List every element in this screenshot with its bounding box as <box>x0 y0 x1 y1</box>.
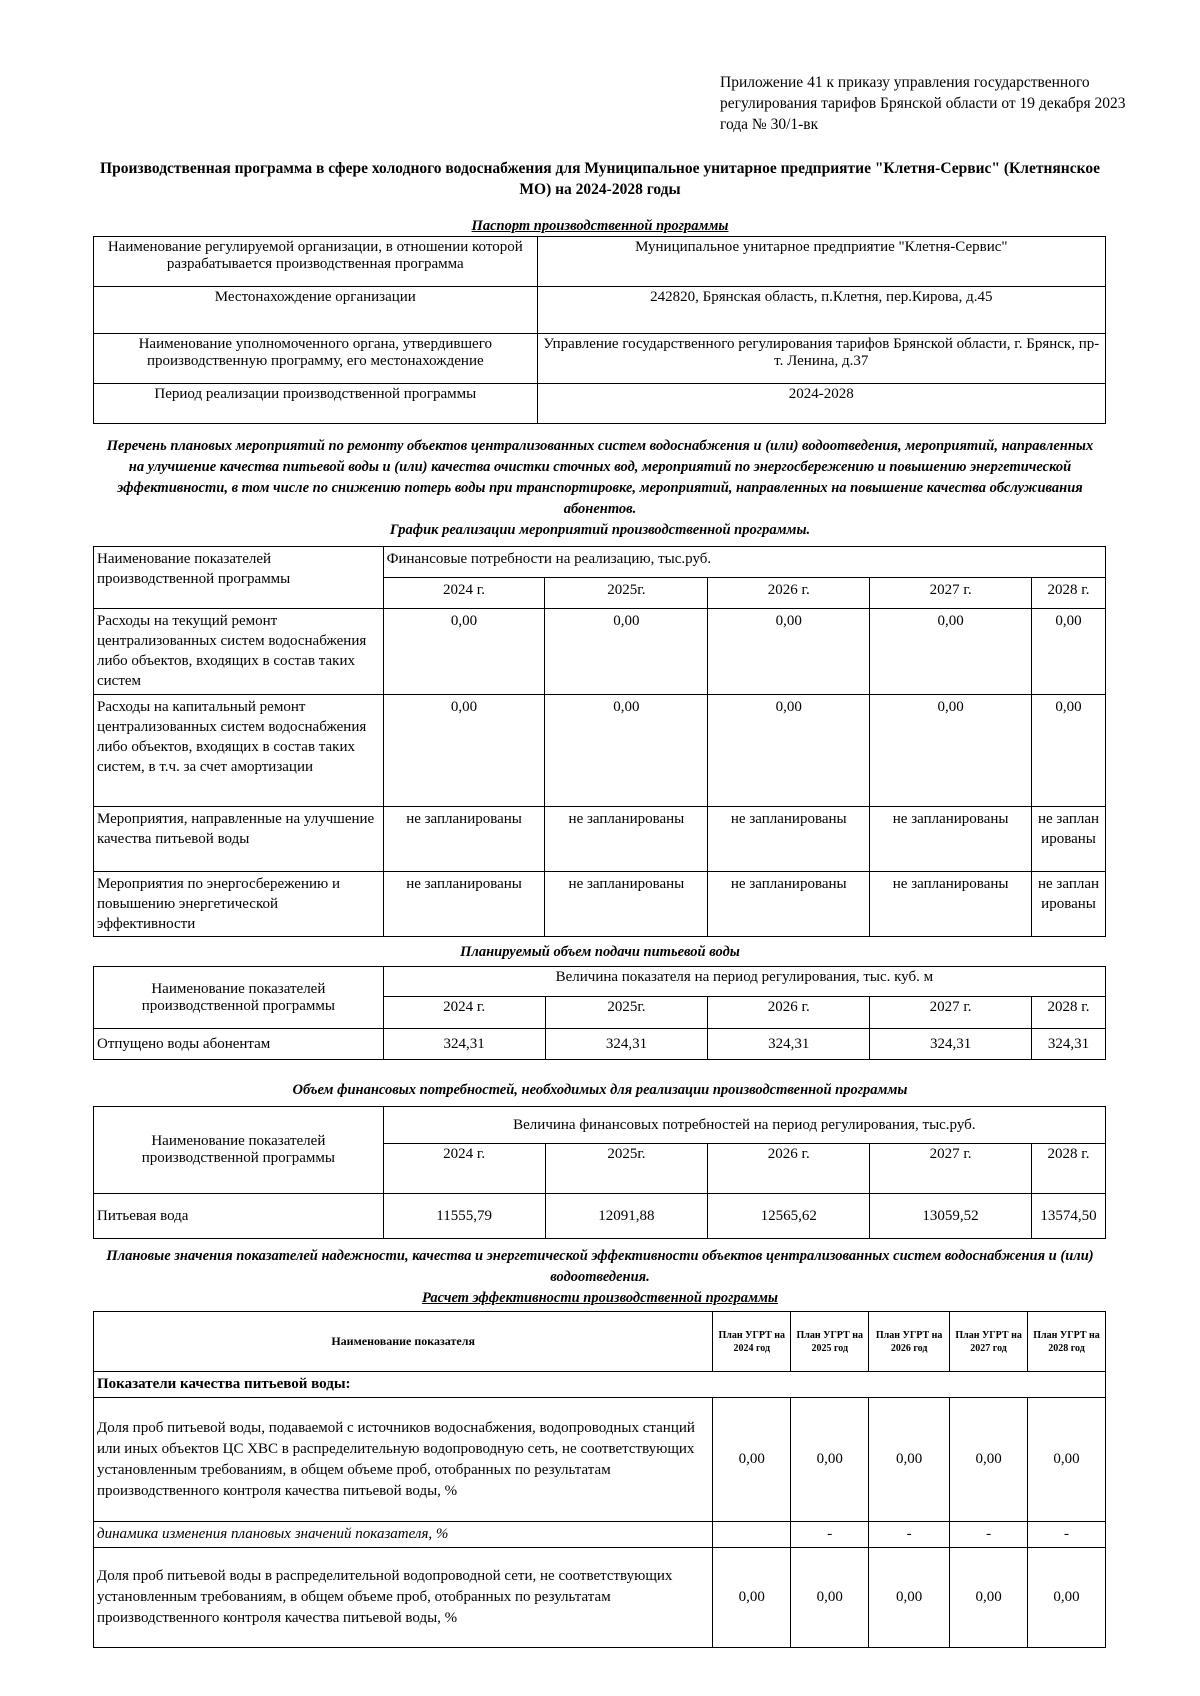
cell-value: 324,31 <box>545 1029 708 1060</box>
cell-value: 0,00 <box>1028 1398 1106 1522</box>
cell-value: 0,00 <box>869 1548 950 1648</box>
cell-value: 0,00 <box>950 1548 1028 1648</box>
table-row <box>94 1548 1106 1648</box>
row-name: Расходы на капитальный ремонт централизованных систем водоснабжения либо объектов, входящих в состав таких систем, в т.ч. за счет амортизации <box>94 695 384 807</box>
cell-value: 0,00 <box>791 1548 869 1648</box>
measures-table <box>93 546 1106 937</box>
cell-value: 0,00 <box>545 609 708 695</box>
cell-value: - <box>869 1522 950 1548</box>
plan-header: План УГРТ на 2026 год <box>869 1312 950 1372</box>
passport-value: Управление государственного регулирования тарифов Брянской области, г. Брянск, пр-т. Ленина, д.37 <box>537 334 1105 384</box>
cell-value: не запланированы <box>708 807 870 872</box>
passport-value: 242820, Брянская область, п.Клетня, пер.Кирова, д.45 <box>537 287 1105 334</box>
supply-caption: Планируемый объем подачи питьевой воды <box>460 944 740 960</box>
measures-caption: Перечень плановых мероприятий по ремонту объектов централизованных систем водоснабжения и (или) водоотведения, мероприятий, направленных на улучшение качества питьевой воды и (или) качества очистки сточных вод, мероприятий по энергосбережению и повышению энергетической эффективности, в том числе по снижению потерь воды при транспортировке, мероприятий, направленных на повышение качества обслуживания абонентов. <box>106 438 1094 517</box>
row-name: Доля проб питьевой воды, подаваемой с источников водоснабжения, водопроводных станций или иных объектов ЦС ХВС в распределительную водопроводную сеть, не соответствующих установленным требованиям, в общем объеме проб, отобранных по результатам производственного контроля качества питьевой воды, % <box>94 1398 713 1522</box>
cell-value: не запланированы <box>545 872 708 937</box>
cell-value: - <box>791 1522 869 1548</box>
table-row <box>94 609 1106 695</box>
cell-value: 0,00 <box>791 1398 869 1522</box>
cell-value: не запланированы <box>545 807 708 872</box>
column-header: Наименование показателя <box>94 1312 713 1372</box>
year-header: 2024 г. <box>383 1144 545 1194</box>
year-header: 2025г. <box>545 997 708 1029</box>
cell-value: 13059,52 <box>870 1194 1032 1239</box>
column-header: Наименование показателей производственной программы <box>94 547 384 609</box>
group-header: Величина показателя на период регулирования, тыс. куб. м <box>383 967 1105 997</box>
plan-header: План УГРТ на 2028 год <box>1028 1312 1106 1372</box>
cell-value: 11555,79 <box>383 1194 545 1239</box>
cell-value: 324,31 <box>383 1029 545 1060</box>
cell-value: 12565,62 <box>708 1194 870 1239</box>
year-header: 2025г. <box>545 1144 708 1194</box>
row-name: Мероприятия, направленные на улучшение качества питьевой воды <box>94 807 384 872</box>
column-header: Наименование показателей производственной программы <box>94 967 384 1029</box>
year-header: 2028 г. <box>1031 1144 1105 1194</box>
passport-table <box>93 236 1106 424</box>
table-row <box>94 1398 1106 1522</box>
row-name: Мероприятия по энергосбережению и повышению энергетической эффективности <box>94 872 384 937</box>
group-header: Финансовые потребности на реализацию, тыс.руб. <box>383 547 1105 578</box>
indicators-caption-2: Расчет эффективности производственной программы <box>422 1290 778 1306</box>
cell-value: 0,00 <box>1032 609 1106 695</box>
year-header: 2025г. <box>545 578 708 609</box>
table-row <box>94 807 1106 872</box>
measures-caption-2: График реализации мероприятий производственной программы. <box>389 522 811 538</box>
passport-label: Период реализации производственной программы <box>94 384 538 424</box>
indicators-table <box>93 1311 1106 1648</box>
cell-value: - <box>1028 1522 1106 1548</box>
page-title: Производственная программа в сфере холодного водоснабжения для Муниципальное унитарное предприятие "Клетня-Сервис" (Клетнянское МО) на 2024-2028 годы <box>100 160 1100 198</box>
cell-value: не запланированы <box>1032 872 1106 937</box>
table-row <box>94 1029 1106 1060</box>
cell-value: 0,00 <box>870 695 1032 807</box>
table-row <box>94 1522 1106 1548</box>
cell-value: 0,00 <box>1028 1548 1106 1648</box>
plan-header: План УГРТ на 2027 год <box>950 1312 1028 1372</box>
cell-value: - <box>950 1522 1028 1548</box>
cell-value: 324,31 <box>870 1029 1032 1060</box>
passport-value: Муниципальное унитарное предприятие "Клетня-Сервис" <box>537 237 1105 287</box>
row-name: Питьевая вода <box>94 1194 384 1239</box>
year-header: 2024 г. <box>383 997 545 1029</box>
cell-value: 0,00 <box>713 1398 791 1522</box>
year-header: 2026 г. <box>708 578 870 609</box>
year-header: 2026 г. <box>708 1144 870 1194</box>
year-header: 2028 г. <box>1031 997 1105 1029</box>
table-row <box>94 1194 1106 1239</box>
cell-value: не запланированы <box>383 872 545 937</box>
cell-value: 0,00 <box>1032 695 1106 807</box>
passport-value: 2024-2028 <box>537 384 1105 424</box>
passport-label: Наименование регулируемой организации, в отношении которой разрабатывается производственная программа <box>94 237 538 287</box>
cell-value: 0,00 <box>383 609 545 695</box>
cell-value: 0,00 <box>708 695 870 807</box>
year-header: 2024 г. <box>383 578 545 609</box>
row-name: Расходы на текущий ремонт централизованных систем водоснабжения либо объектов, входящих в состав таких систем <box>94 609 384 695</box>
cell-value: 12091,88 <box>545 1194 708 1239</box>
finance-caption: Объем финансовых потребностей, необходимых для реализации производственной программы <box>292 1082 908 1098</box>
header-note: Приложение 41 к приказу управления государственного регулирования тарифов Брянской области от 19 декабря 2023 года № 30/1-вк <box>720 74 1126 133</box>
table-row <box>94 695 1106 807</box>
table-row <box>94 872 1106 937</box>
finance-table <box>93 1106 1106 1239</box>
passport-caption: Паспорт производственной программы <box>471 218 729 234</box>
passport-label: Местонахождение организации <box>94 287 538 334</box>
row-name: динамика изменения плановых значений показателя, % <box>94 1522 713 1548</box>
row-name: Отпущено воды абонентам <box>94 1029 384 1060</box>
year-header: 2026 г. <box>708 997 870 1029</box>
cell-value: не запланированы <box>870 807 1032 872</box>
cell-value: не запланированы <box>1032 807 1106 872</box>
year-header: 2027 г. <box>870 997 1032 1029</box>
cell-value: 0,00 <box>708 609 870 695</box>
row-name: Доля проб питьевой воды в распределительной водопроводной сети, не соответствующих установленным требованиям, в общем объеме проб, отобранных по результатам производственного контроля качества питьевой воды, % <box>94 1548 713 1648</box>
column-header: Наименование показателей производственной программы <box>94 1107 384 1194</box>
cell-value: 0,00 <box>545 695 708 807</box>
cell-value: 0,00 <box>869 1398 950 1522</box>
group-header: Величина финансовых потребностей на период регулирования, тыс.руб. <box>383 1107 1105 1144</box>
cell-value: 324,31 <box>708 1029 870 1060</box>
plan-header: План УГРТ на 2025 год <box>791 1312 869 1372</box>
cell-value: 0,00 <box>950 1398 1028 1522</box>
cell-value: 13574,50 <box>1031 1194 1105 1239</box>
cell-value: 0,00 <box>870 609 1032 695</box>
year-header: 2027 г. <box>870 1144 1032 1194</box>
cell-value: 324,31 <box>1031 1029 1105 1060</box>
indicators-caption: Плановые значения показателей надежности, качества и энергетической эффективности объектов централизованных систем водоснабжения и (или) водоотведения. <box>106 1248 1094 1285</box>
supply-table <box>93 966 1106 1060</box>
cell-value: 0,00 <box>383 695 545 807</box>
cell-value: 0,00 <box>713 1548 791 1648</box>
cell-value: не запланированы <box>870 872 1032 937</box>
year-header: 2028 г. <box>1032 578 1106 609</box>
plan-header: План УГРТ на 2024 год <box>713 1312 791 1372</box>
year-header: 2027 г. <box>870 578 1032 609</box>
cell-value: не запланированы <box>383 807 545 872</box>
cell-value <box>713 1522 791 1548</box>
section-header: Показатели качества питьевой воды: <box>94 1372 1106 1398</box>
passport-label: Наименование уполномоченного органа, утвердившего производственную программу, его местонахождение <box>94 334 538 384</box>
cell-value: не запланированы <box>708 872 870 937</box>
